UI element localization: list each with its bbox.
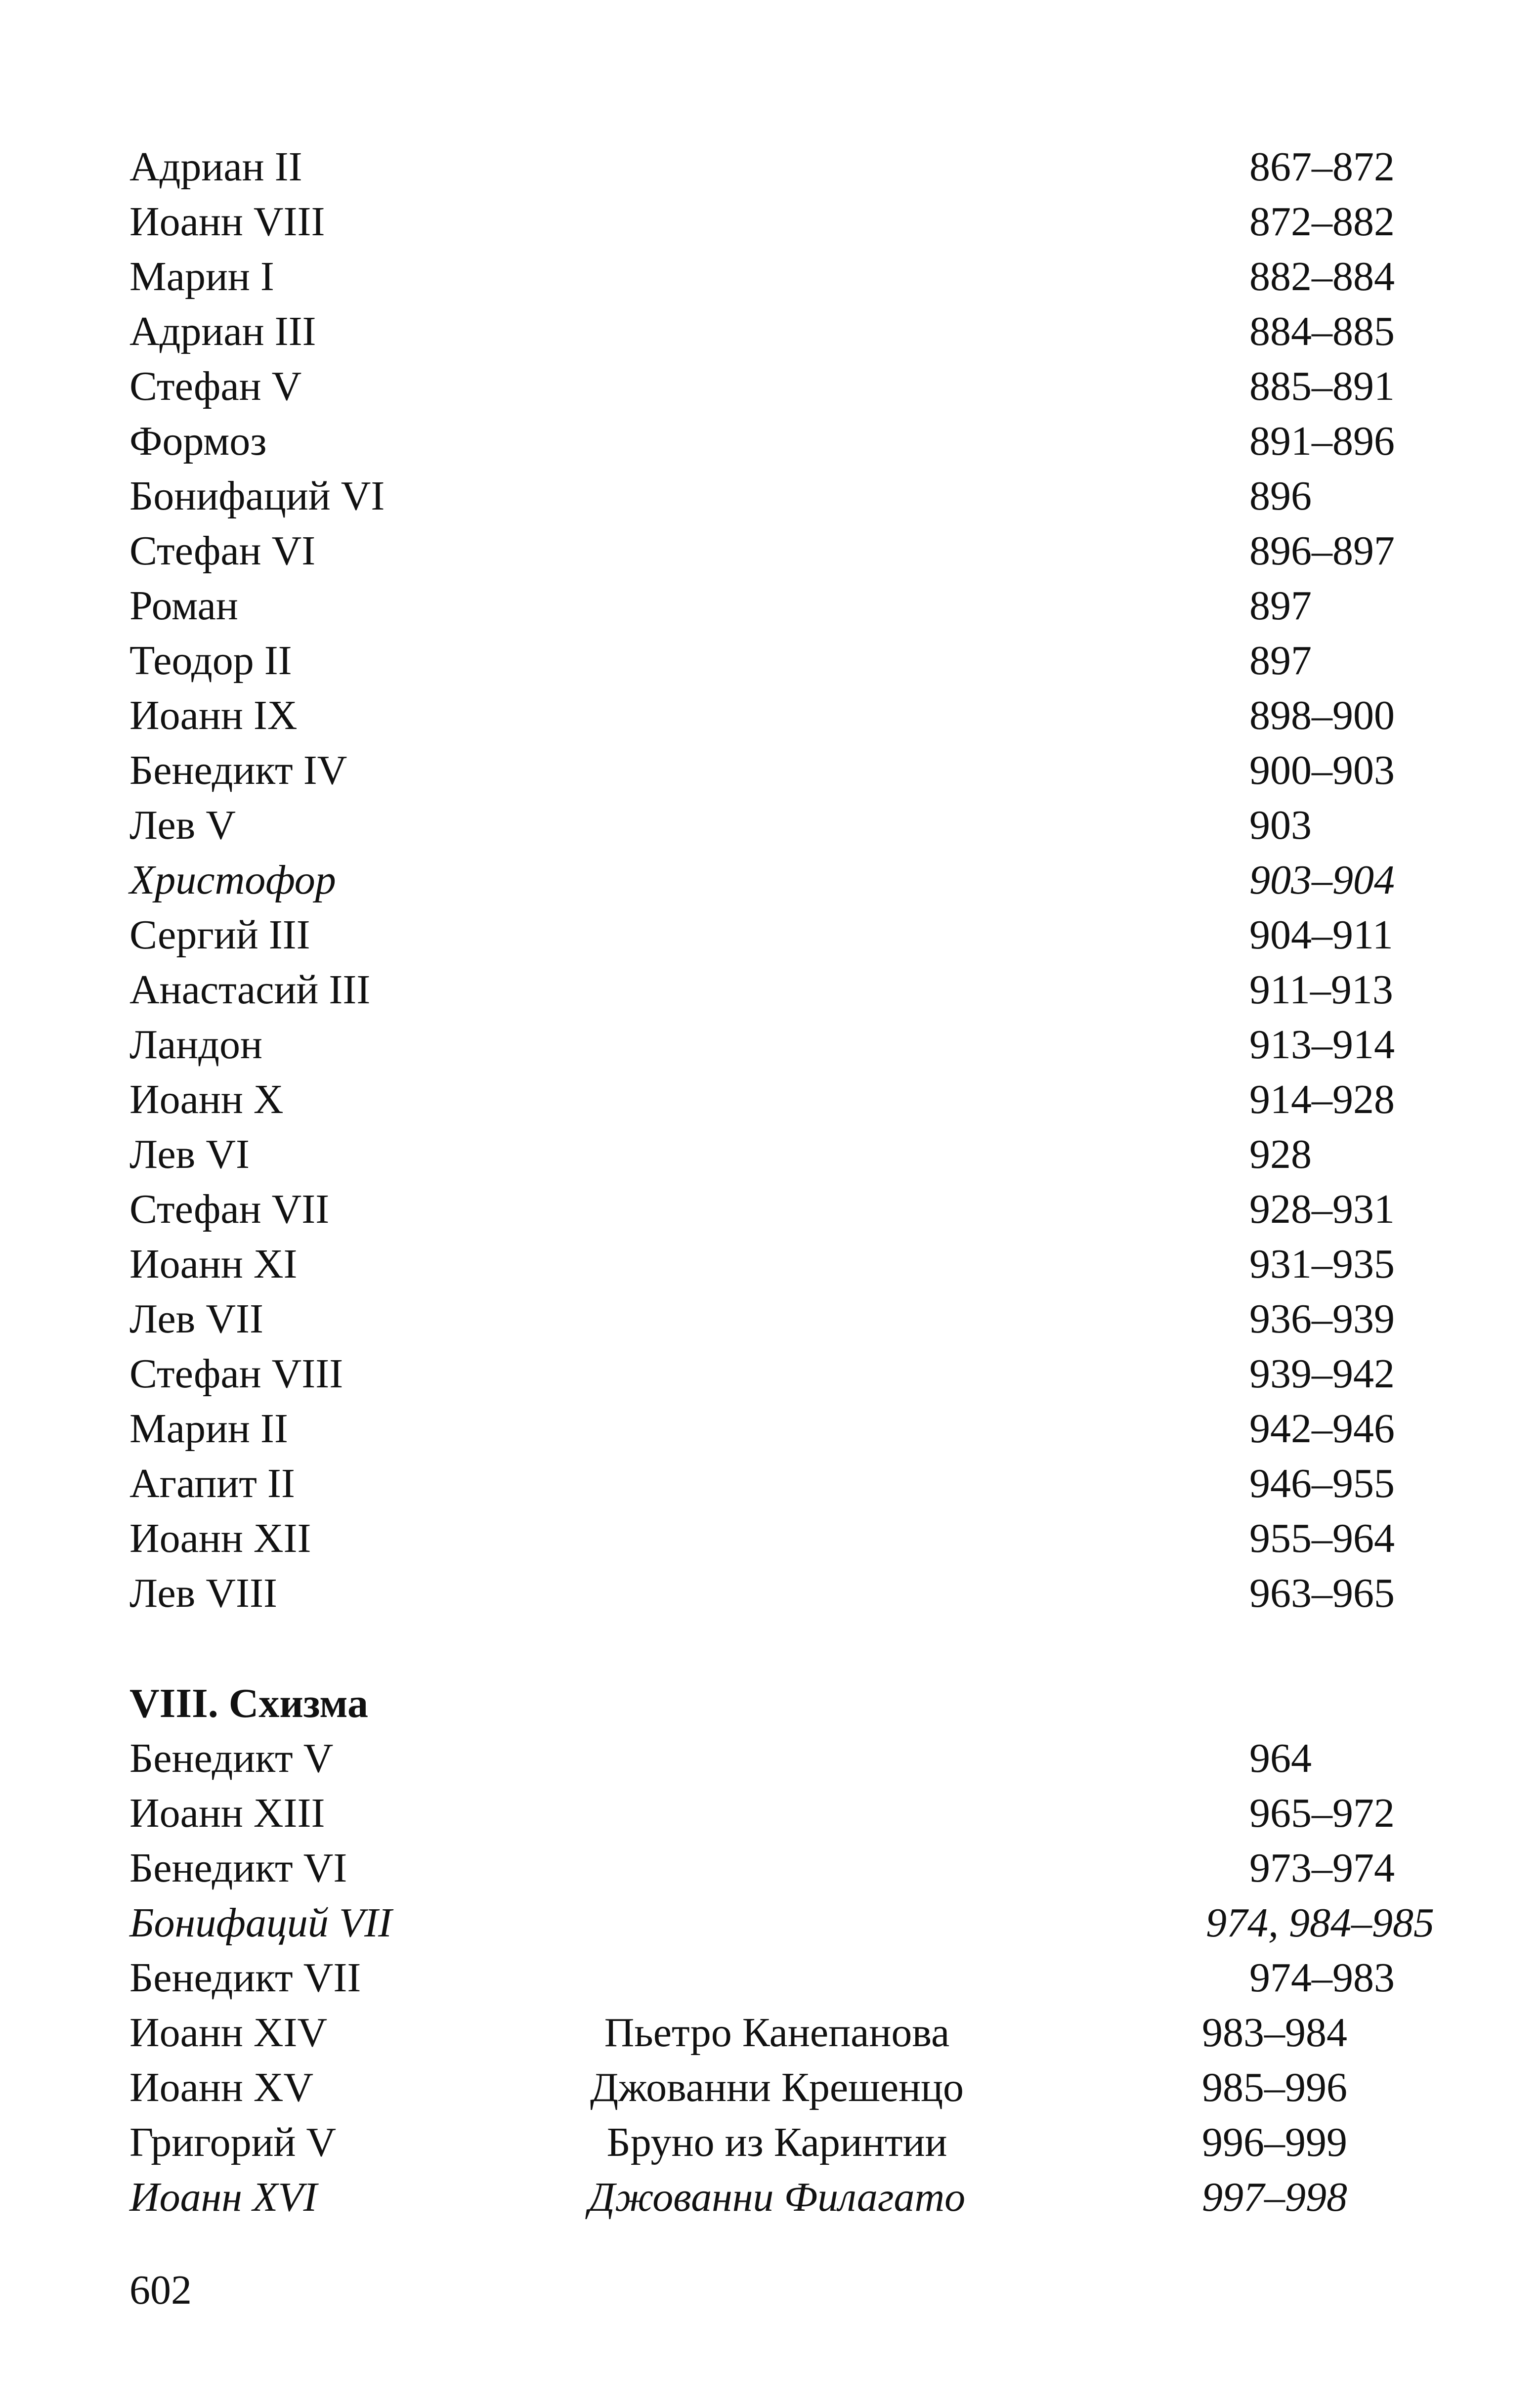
pope-name: Анастасий III [129, 967, 371, 1013]
pontificate-years: 867–872 [1249, 144, 1395, 190]
pope-name: Иоанн VIII [129, 199, 325, 245]
antipope-name: Бонифаций VII [129, 1900, 392, 1946]
pontificate-years: 891–896 [1249, 418, 1395, 464]
pontificate-years: 898–900 [1249, 692, 1395, 738]
pontificate-years: 911–913 [1249, 967, 1393, 1013]
pontificate-years: 946–955 [1249, 1460, 1395, 1506]
pontificate-years: 964 [1249, 1735, 1312, 1781]
pope-name: Адриан III [129, 308, 316, 354]
pope-name: Стефан V [129, 363, 302, 409]
pope-name: Адриан II [129, 144, 302, 190]
list-item [129, 1346, 1434, 1401]
list-item [129, 414, 1434, 469]
pontificate-years: 903 [1249, 802, 1312, 848]
pontificate-years: 997–998 [1202, 2174, 1347, 2220]
pope-name: Иоанн XV [129, 2064, 314, 2110]
pontificate-years: 965–972 [1249, 1790, 1395, 1836]
pope-name: Бонифаций VI [129, 473, 385, 519]
list-item [129, 688, 1434, 743]
list-item [129, 139, 1434, 194]
pope-name: Ландон [129, 1022, 262, 1068]
pontificate-years: 996–999 [1202, 2119, 1347, 2165]
pope-name: Иоанн XIII [129, 1790, 325, 1836]
pontificate-years: 983–984 [1202, 2010, 1347, 2056]
pontificate-years: 884–885 [1249, 308, 1395, 354]
antipope-name: Христофор [129, 857, 336, 903]
pope-name: Формоз [129, 418, 267, 464]
list-item [129, 798, 1434, 853]
pope-name: Лев VIII [129, 1570, 277, 1616]
secular-name: Джованни Крешенцо [590, 2064, 964, 2110]
pope-name: Иоанн IX [129, 692, 298, 738]
list-item [129, 1950, 1434, 2005]
list-item [129, 2005, 1434, 2060]
list-item [129, 1182, 1434, 1237]
pontificate-years: 928 [1249, 1131, 1312, 1177]
secular-name: Пьетро Канепанова [604, 2010, 950, 2056]
pope-name: Марин I [129, 254, 274, 300]
pontificate-years: 914–928 [1249, 1076, 1395, 1122]
list-item [129, 359, 1434, 414]
list-item [129, 1291, 1434, 1346]
list-item [129, 907, 1434, 962]
pope-name: Бенедикт IV [129, 747, 347, 793]
list-item [129, 2060, 1434, 2115]
pope-name: Иоанн XIV [129, 2010, 328, 2056]
pope-name: Лев VII [129, 1296, 263, 1342]
list-item [129, 962, 1434, 1017]
pontificate-years: 955–964 [1249, 1515, 1395, 1561]
pope-name: Теодор II [129, 638, 292, 684]
antipope-name: Иоанн XVI [129, 2174, 317, 2220]
pontificate-years: 896–897 [1249, 528, 1395, 574]
pontificate-years: 963–965 [1249, 1570, 1395, 1616]
pope-name: Бенедикт V [129, 1735, 334, 1781]
pontificate-years: 896 [1249, 473, 1312, 519]
list-item [129, 1127, 1434, 1182]
pope-name: Бенедикт VII [129, 1955, 361, 2001]
list-item [129, 249, 1434, 304]
pope-name: Стефан VIII [129, 1351, 343, 1397]
list-item [129, 1237, 1434, 1291]
list-item [129, 743, 1434, 798]
pontificate-years: 872–882 [1249, 199, 1395, 245]
pontificate-years: 939–942 [1249, 1351, 1395, 1397]
list-item [129, 304, 1434, 359]
list-item [129, 2170, 1434, 2225]
pope-name: Агапит II [129, 1460, 295, 1506]
pontificate-years: 897 [1249, 638, 1312, 684]
list-item [129, 1072, 1434, 1127]
pontificate-years: 904–911 [1249, 912, 1393, 958]
list-item [129, 469, 1434, 523]
list-item [129, 1511, 1434, 1566]
list-item [129, 1401, 1434, 1456]
pontificate-years: 985–996 [1202, 2064, 1347, 2110]
list-item [129, 523, 1434, 578]
pontificate-years: 900–903 [1249, 747, 1395, 793]
pope-name: Бенедикт VI [129, 1845, 347, 1891]
list-item [129, 1456, 1434, 1511]
secular-name: Джованни Филагато [588, 2174, 966, 2220]
pontificate-years: 974–983 [1249, 1955, 1395, 2001]
pontificate-years: 931–935 [1249, 1241, 1395, 1287]
list-item [129, 578, 1434, 633]
pontificate-years: 936–939 [1249, 1296, 1395, 1342]
pontificate-years: 897 [1249, 583, 1312, 629]
pope-name: Григорий V [129, 2119, 337, 2165]
list-item [129, 633, 1434, 688]
page-number: 602 [129, 2267, 192, 2313]
pope-name: Стефан VII [129, 1186, 330, 1232]
pontificate-years: 913–914 [1249, 1022, 1395, 1068]
pontificate-years: 882–884 [1249, 254, 1395, 300]
list-item [129, 1017, 1434, 1072]
pope-name: Роман [129, 583, 238, 629]
pope-name: Лев V [129, 802, 236, 848]
pontificate-years: 973–974 [1249, 1845, 1395, 1891]
list-item [129, 194, 1434, 249]
pope-name: Иоанн XII [129, 1515, 311, 1561]
pontificate-years: 974, 984–985 [1206, 1900, 1434, 1946]
pope-name: Иоанн X [129, 1076, 284, 1122]
pontificate-years: 903–904 [1249, 857, 1395, 903]
list-item [129, 1566, 1434, 1621]
list-item [129, 1731, 1434, 1786]
pope-name: Марин II [129, 1406, 288, 1452]
list-item [129, 1895, 1434, 1950]
pope-name: Лев VI [129, 1131, 250, 1177]
pope-name: Стефан VI [129, 528, 316, 574]
secular-name: Бруно из Каринтии [606, 2119, 947, 2165]
pontificate-years: 928–931 [1249, 1186, 1395, 1232]
pontificate-years: 885–891 [1249, 363, 1395, 409]
pope-name: Иоанн XI [129, 1241, 298, 1287]
list-item [129, 853, 1434, 907]
list-item [129, 2115, 1434, 2170]
list-item [129, 1841, 1434, 1895]
pontificate-years: 942–946 [1249, 1406, 1395, 1452]
list-item [129, 1786, 1434, 1841]
section-heading: VIII. Схизма [129, 1680, 368, 1726]
pope-name: Сергий III [129, 912, 310, 958]
